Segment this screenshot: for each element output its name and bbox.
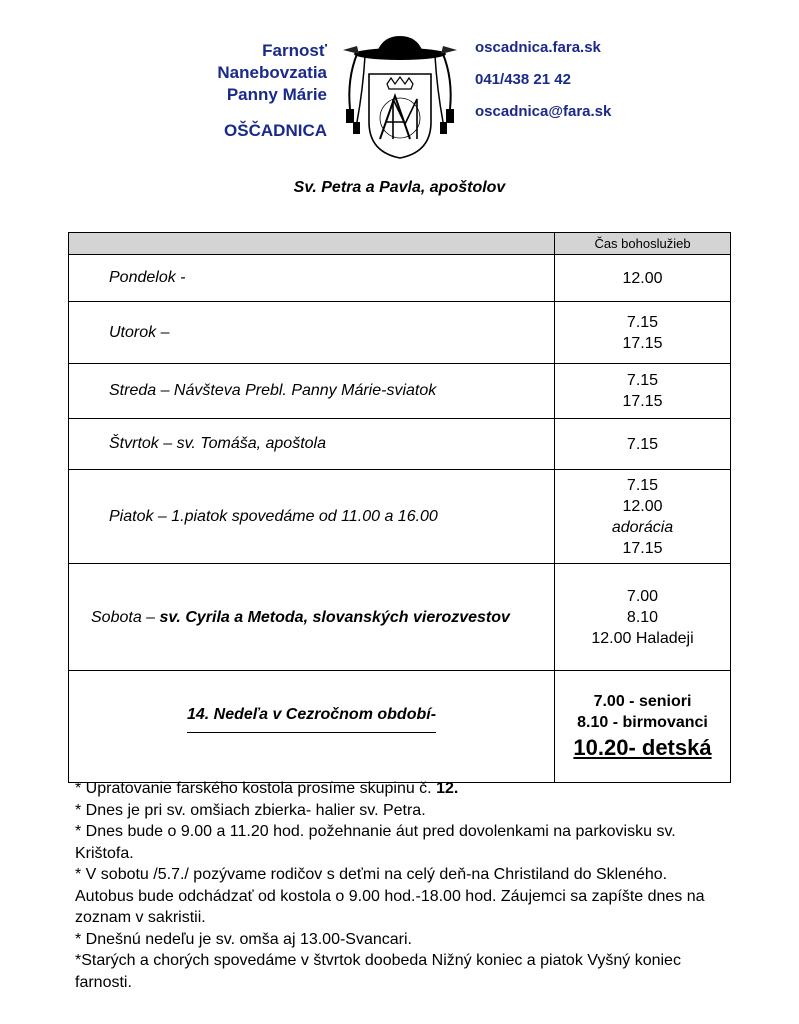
- contact-info: [475, 38, 611, 134]
- table-row: [69, 470, 731, 564]
- feast-title: Sv. Petra a Pavla, apoštolov: [293, 179, 506, 196]
- announcement: * Dnes je pri sv. omšiach zbierka- halier sv. Petra.: [75, 801, 426, 819]
- day-tuesday: Utorok –: [69, 302, 555, 364]
- day-monday: Pondelok -: [69, 255, 555, 302]
- parish-town: OŠČADNICA: [224, 121, 327, 140]
- announcement: * Dnes bude o 9.00 a 11.20 hod. požehnanie áut pred dovolenkami na parkovisku sv. Krištofa.: [75, 823, 676, 862]
- phone-number: 041/438 21 42: [475, 71, 571, 88]
- day-sunday: [69, 671, 555, 783]
- times-wednesday: [555, 364, 731, 419]
- time-entry: 7.15: [626, 372, 659, 389]
- day-friday: Piatok – 1.piatok spovedáme od 11.00 a 16.00: [69, 470, 555, 564]
- time-entry: 12.00 Haladeji: [591, 629, 694, 647]
- day-saturday: [69, 564, 555, 671]
- times-saturday: [555, 564, 731, 671]
- time-entry: 8.10 - birmovanci: [577, 713, 708, 731]
- times-monday: 12.00: [555, 255, 731, 302]
- time-entry: adorácia: [611, 518, 674, 536]
- parish-name-line2: Nanebovzatia: [217, 63, 327, 82]
- time-entry: 7.15: [626, 313, 659, 331]
- table-row: [69, 302, 731, 364]
- column-header-times: Čas bohoslužieb: [555, 233, 731, 255]
- saturday-prefix: Sobota –: [91, 608, 156, 626]
- table-row: [69, 364, 731, 419]
- time-entry: 17.15: [622, 393, 663, 410]
- header-blank-cell: [69, 233, 555, 255]
- saturday-feast: sv. Cyrila a Metoda, slovanských vierozvestov: [159, 608, 510, 626]
- table-row: [69, 419, 731, 470]
- time-entry: 17.15: [622, 539, 663, 557]
- announcement: [75, 778, 715, 800]
- coat-of-arms-icon: [335, 34, 465, 164]
- table-row: [69, 671, 731, 783]
- announcements: [75, 778, 715, 993]
- website-link[interactable]: oscadnica.fara.sk: [475, 39, 601, 56]
- time-entry-main: 10.20- detská: [573, 734, 712, 760]
- parish-name-line3: Panny Márie: [226, 85, 327, 104]
- email-link[interactable]: oscadnica@fara.sk: [475, 103, 612, 120]
- time-entry: 12.00: [622, 497, 663, 515]
- parish-name: [217, 40, 327, 142]
- times-thursday: 7.15: [555, 419, 731, 470]
- table-row: [69, 564, 731, 671]
- day-wednesday: Streda – Návšteva Prebl. Panny Márie-sviatok: [69, 364, 555, 419]
- mass-schedule-table: [68, 232, 731, 783]
- announcement-group-number: 12.: [436, 780, 459, 797]
- time-entry: 8.10: [626, 608, 659, 626]
- times-friday: [555, 470, 731, 564]
- parish-name-line1: Farnosť: [262, 41, 327, 60]
- times-tuesday: [555, 302, 731, 364]
- time-entry: 7.15: [626, 476, 659, 494]
- time-entry: 7.00: [626, 587, 659, 605]
- sunday-label: 14. Nedeľa v Cezročnom období-: [186, 705, 437, 723]
- time-entry: 17.15: [622, 334, 663, 352]
- announcement: *Starých a chorých spovedáme v štvrtok doobeda Nižný koniec a piatok Vyšný koniec farnosti.: [75, 952, 681, 991]
- time-entry: 7.00 - seniori: [593, 692, 692, 710]
- announcement: * V sobotu /5.7./ pozývame rodičov s deťmi na celý deň-na Christiland do Skleného. Autobus bude odchádzať od kostola o 9.00 hod.-18.00 hod. Záujemci sa zapíšte dnes na zoznam v sakristii.: [75, 866, 705, 926]
- announcement: * Dnešnú nedeľu je sv. omša aj 13.00-Svancari.: [75, 930, 412, 948]
- day-thursday: Štvrtok – sv. Tomáša, apoštola: [69, 419, 555, 470]
- times-sunday: [555, 671, 731, 783]
- announcement-text: * Upratovanie farského kostola prosíme skupinu č.: [75, 780, 437, 797]
- table-header-row: [69, 233, 731, 255]
- table-row: [69, 255, 731, 302]
